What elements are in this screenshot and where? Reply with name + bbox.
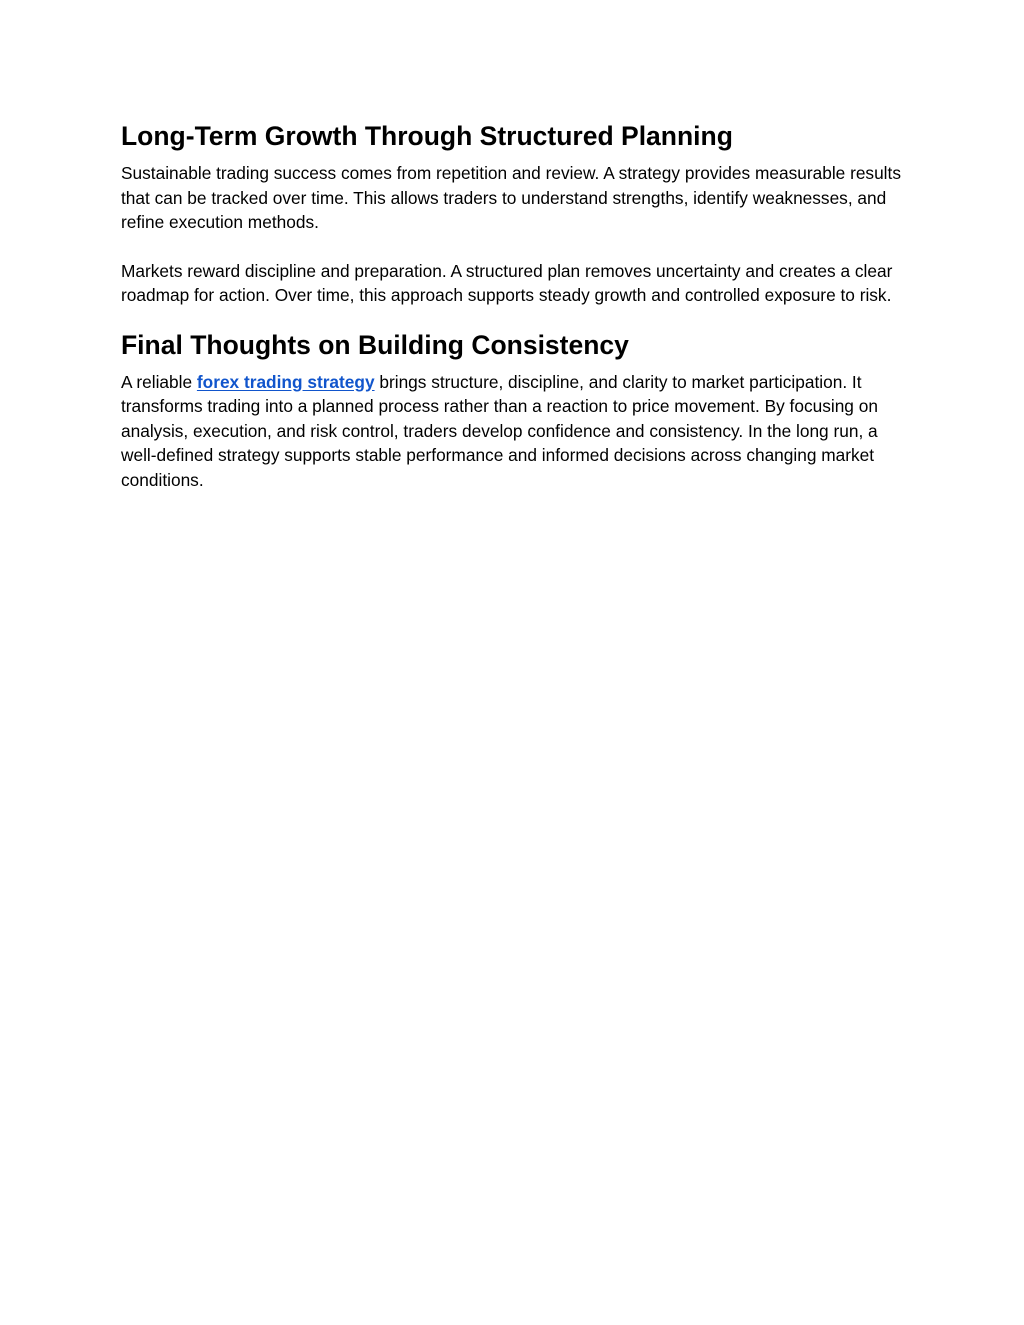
document-page: [121, 116, 911, 492]
paragraph-text-before-link: A reliable: [121, 371, 197, 392]
section-heading-final-thoughts: Final Thoughts on Building Consistency: [121, 329, 629, 360]
paragraph-sustainable-success: Sustainable trading success comes from repetition and review. A strategy provides measurable results that can be tracked over time. This allows traders to understand strengths, identify weaknesses, and refine execution methods.: [121, 163, 901, 232]
section-heading-long-term-growth: Long-Term Growth Through Structured Planning: [121, 121, 733, 151]
paragraph-markets-reward: Markets reward discipline and preparation. A structured plan removes uncertainty and creates a clear roadmap for action. Over time, this approach supports steady growth and controlled exposure to risk.: [121, 260, 893, 305]
paragraph-final-thoughts: [121, 370, 911, 493]
paragraph-text-after-link: brings structure, discipline, and clarity to market participation. It transforms trading into a planned process rather than a reaction to price movement. By focusing on analysis, execution, and risk control, traders develop confidence and consistency. In the long run, a well-defined strategy supports stable performance and informed decisions across changing market conditions.: [121, 371, 878, 490]
forex-trading-strategy-link[interactable]: forex trading strategy: [196, 371, 375, 392]
